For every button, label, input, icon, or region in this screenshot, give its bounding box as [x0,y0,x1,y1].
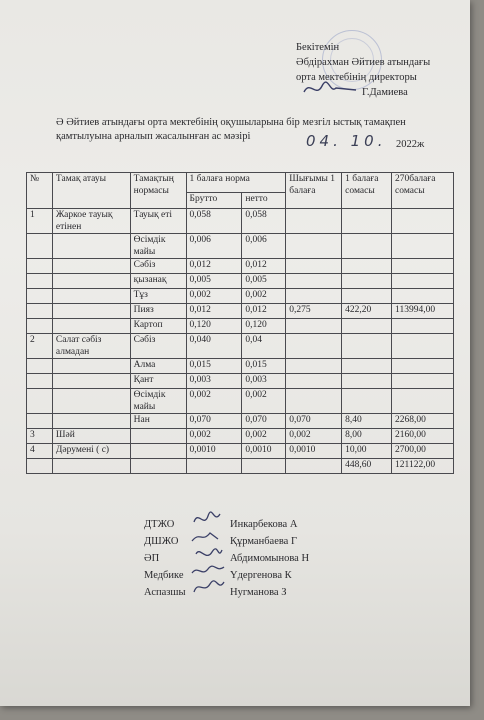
cell-brutto: 0,040 [186,334,242,359]
cell-ingredient: Сәбіз [130,334,186,359]
cell-ingredient: Тауық еті [130,209,186,234]
cell-no: 3 [27,429,53,444]
approval-line-3: орта мектебінің директоры [296,72,417,83]
cell-ingredient: Тұз [130,289,186,304]
cell-no [27,359,53,374]
cell-cost-270 [392,259,454,274]
header-dish: Тамақ атауы [52,173,130,209]
header-norm-of: Тамақтың нормасы [130,173,186,209]
cell-no: 4 [27,444,53,459]
cell-cost-one [342,374,392,389]
cell-no [27,304,53,319]
cell-cost-270: 2268,00 [392,414,454,429]
cell-consumption: 0,275 [286,304,342,319]
table-row [27,289,454,304]
header-cost-270: 270балаға сомасы [392,173,454,209]
menu-year: 2022ж [396,139,425,150]
cell-consumption: 0,0010 [286,444,342,459]
cell-cost-one [342,259,392,274]
cell-cost-270: 2700,00 [392,444,454,459]
cell-dish: Шәй [52,429,130,444]
table-row [27,359,454,374]
cell-consumption [286,289,342,304]
cell-netto: 0,04 [242,334,286,359]
cell-brutto: 0,120 [186,319,242,334]
cell-no [27,274,53,289]
cell-no [27,389,53,414]
header-norm-one: 1 балаға норма [186,173,286,193]
cell-dish: Дәрумені ( с) [52,444,130,459]
cell-ingredient: Картоп [130,319,186,334]
cell-cost-one [342,319,392,334]
signer-position: Аспазшы [144,587,186,598]
cell-netto: 0,002 [242,289,286,304]
cell-cost-one: 8,40 [342,414,392,429]
cell-brutto: 0,006 [186,234,242,259]
table-row [27,444,454,459]
table-row [27,209,454,234]
cell-cost-270 [392,319,454,334]
cell-netto: 0,012 [242,259,286,274]
total-c270: 121122,00 [392,459,454,474]
cell-brutto: 0,012 [186,304,242,319]
cell-netto: 0,003 [242,374,286,389]
cell-netto: 0,005 [242,274,286,289]
cell-no [27,289,53,304]
signer-position: ӘП [144,553,160,564]
cell-dish [52,304,130,319]
cell-cost-270: 113994,00 [392,304,454,319]
signer-position: ДТЖО [144,519,175,530]
cell-cost-one [342,359,392,374]
cell-dish [52,389,130,414]
signer-name: Құрманбаева Г [230,536,298,547]
cell-no [27,319,53,334]
cell-brutto: 0,003 [186,374,242,389]
cell-no [27,259,53,274]
cell-dish: Жаркое тауық етінен [52,209,130,234]
cell-dish: Салат сәбіз алмадан [52,334,130,359]
header-netto: нетто [242,193,286,209]
cell-dish [52,374,130,389]
table-row [27,334,454,359]
cell-netto: 0,002 [242,429,286,444]
total-empty-cell [130,459,186,474]
cell-ingredient: қызанақ [130,274,186,289]
cell-consumption [286,389,342,414]
cell-cost-270 [392,274,454,289]
cell-consumption [286,274,342,289]
cell-cost-270 [392,289,454,304]
cell-no [27,414,53,429]
cell-ingredient: Өсімдік майы [130,389,186,414]
cell-brutto: 0,002 [186,289,242,304]
cell-cost-one: 422,20 [342,304,392,319]
table-row [27,319,454,334]
signer-name: Инкарбекова А [230,519,298,530]
cell-ingredient: Алма [130,359,186,374]
cell-consumption [286,234,342,259]
header-brutto: Брутто [186,193,242,209]
header-cost-one: 1 балаға сомасы [342,173,392,209]
signer-name: Нугманова З [230,587,287,598]
cell-ingredient: Сәбіз [130,259,186,274]
cell-ingredient [130,444,186,459]
signer-name: Абдимомынова Н [230,553,310,564]
signer-name: Үдергенова К [230,570,292,581]
menu-table [26,172,454,474]
cell-dish [52,359,130,374]
approval-line-1: Бекітемін [296,42,340,53]
cell-netto: 0,012 [242,304,286,319]
cell-consumption [286,319,342,334]
cell-brutto: 0,015 [186,359,242,374]
cell-dish [52,259,130,274]
cell-consumption [286,259,342,274]
cell-brutto: 0,070 [186,414,242,429]
cell-cost-one [342,389,392,414]
cell-consumption [286,209,342,234]
cell-netto: 0,002 [242,389,286,414]
cell-cost-one: 8,00 [342,429,392,444]
total-empty-cell [186,459,242,474]
cell-cost-270 [392,389,454,414]
cell-netto: 0,120 [242,319,286,334]
cell-dish [52,234,130,259]
total-empty-cell [27,459,53,474]
cell-brutto: 0,002 [186,389,242,414]
cell-consumption: 0,002 [286,429,342,444]
cell-cost-one [342,289,392,304]
table-row [27,304,454,319]
cell-no: 1 [27,209,53,234]
cell-cost-270 [392,209,454,234]
cell-cost-270: 2160,00 [392,429,454,444]
cell-ingredient [130,429,186,444]
director-signature [300,78,360,100]
cell-no: 2 [27,334,53,359]
table-row [27,429,454,444]
cell-netto: 0,070 [242,414,286,429]
table-row [27,414,454,429]
cell-netto: 0,015 [242,359,286,374]
menu-title [56,116,456,150]
cell-ingredient: Өсімдік майы [130,234,186,259]
menu-title-text: Ә Әйтиев атындағы орта мектебінің оқушыларына бір мезгіл ыстық тамақпен қамтылуына арналып жасалынған ас мәзірі [56,117,406,142]
table-row [27,234,454,259]
cell-brutto: 0,012 [186,259,242,274]
table-row [27,274,454,289]
header-no: № [27,173,53,209]
cell-dish [52,319,130,334]
cell-consumption [286,374,342,389]
header-consumption: Шығымы 1 балаға [286,173,342,209]
cell-cost-one: 10,00 [342,444,392,459]
cell-brutto: 0,005 [186,274,242,289]
cell-brutto: 0,0010 [186,444,242,459]
cell-cost-270 [392,359,454,374]
cell-dish [52,414,130,429]
signer-row [144,584,287,601]
cell-netto: 0,058 [242,209,286,234]
cell-brutto: 0,002 [186,429,242,444]
cell-cost-270 [392,334,454,359]
cell-cost-one [342,274,392,289]
header-row-1 [27,173,454,193]
signer-position: ДШЖО [144,536,179,547]
cell-cost-270 [392,374,454,389]
table-row [27,389,454,414]
cell-cost-270 [392,234,454,259]
cell-cost-one [342,234,392,259]
total-row [27,459,454,474]
approval-line-4: Г.Дамиева [362,87,408,98]
cell-netto: 0,006 [242,234,286,259]
table-row [27,374,454,389]
cell-dish [52,274,130,289]
cell-cost-one [342,334,392,359]
cell-brutto: 0,058 [186,209,242,234]
cell-no [27,374,53,389]
total-empty-cell [52,459,130,474]
total-empty-cell [286,459,342,474]
cell-consumption [286,334,342,359]
total-empty-cell [242,459,286,474]
cell-cost-one [342,209,392,234]
cell-ingredient: Нан [130,414,186,429]
cell-no [27,234,53,259]
cell-consumption [286,359,342,374]
signers-block [144,516,310,601]
cell-ingredient: Қант [130,374,186,389]
cell-ingredient: Пияз [130,304,186,319]
approval-line-2: Әбдірахман Әйтиев атындағы [296,57,431,68]
total-c1: 448,60 [342,459,392,474]
handwritten-date: 04. 10. [306,132,387,150]
cell-netto: 0,0010 [242,444,286,459]
cell-dish [52,289,130,304]
table-row [27,259,454,274]
handwritten-signature [190,578,228,600]
cell-consumption: 0,070 [286,414,342,429]
signer-position: Медбике [144,570,184,581]
